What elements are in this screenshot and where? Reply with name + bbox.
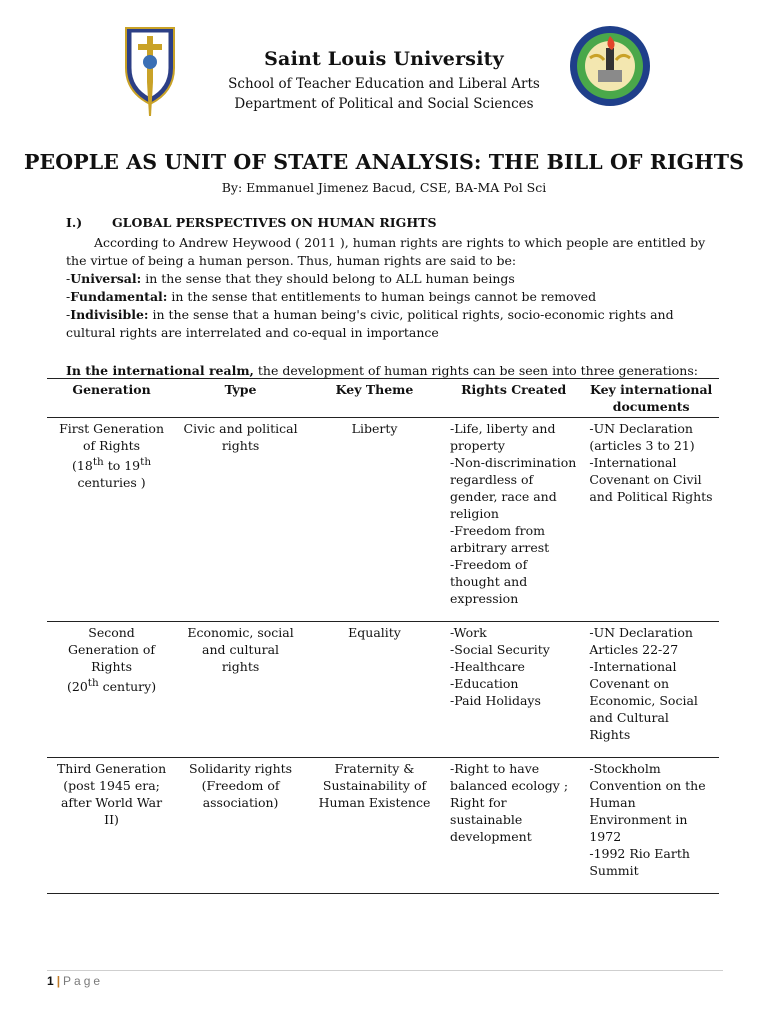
document-title: PEOPLE AS UNIT OF STATE ANALYSIS: THE BILL OF RIGHTS xyxy=(24,150,744,174)
section-heading xyxy=(66,215,436,230)
rights-item: -Life, liberty and property xyxy=(450,421,556,453)
rights-item: -Freedom of thought and expression xyxy=(450,557,528,606)
column-header-generation: Generation xyxy=(72,382,151,397)
cell-theme: Equality xyxy=(348,625,401,640)
table-row xyxy=(47,758,719,894)
generations-table xyxy=(47,378,719,894)
list-item: -Universal: in the sense that they should belong to ALL human beings xyxy=(66,271,515,286)
superscript: th xyxy=(140,456,152,468)
document-item: -1992 Rio Earth Summit xyxy=(589,846,690,878)
document-item: -International Covenant on Economic, Social and Cultural Rights xyxy=(589,659,698,742)
rights-item: -Social Security xyxy=(450,642,550,657)
school-name: School of Teacher Education and Liberal Arts xyxy=(228,76,540,92)
generation-name: Second Generation of Rights xyxy=(68,625,156,674)
document-item: -International Covenant on Civil and Political Rights xyxy=(589,455,713,504)
column-header-key-theme: Key Theme xyxy=(335,382,414,397)
column-header-rights-created: Rights Created xyxy=(461,382,567,397)
generation-name: First Generation of Rights xyxy=(59,421,164,453)
section-title: GLOBAL PERSPECTIVES ON HUMAN RIGHTS xyxy=(112,215,437,230)
definition-paragraph: According to Andrew Heywood ( 2011 ), human rights are rights to which people are entitled by the virtue of being a human person. Thus, human rights are said to be: xyxy=(66,235,706,268)
intro-rest: the development of human rights can be seen into three generations: xyxy=(253,363,698,378)
cell-type: Civic and political rights xyxy=(183,421,298,453)
list-item-term: Universal: xyxy=(70,271,142,286)
generation-period: to 19 xyxy=(103,458,141,474)
author-byline: By: Emmanuel Jimenez Bacud, CSE, BA-MA Pol Sci xyxy=(221,180,547,195)
cell-rights xyxy=(444,418,583,622)
list-item-term: Fundamental: xyxy=(70,289,168,304)
superscript: th xyxy=(92,456,104,468)
section-number: I.) xyxy=(66,215,83,230)
list-item-text: in the sense that entitlements to human beings cannot be removed xyxy=(167,289,597,304)
cell-type: Solidarity rights (Freedom of association) xyxy=(189,761,293,810)
list-item-term: Indivisible: xyxy=(70,307,149,322)
cell-type: Economic, social and cultural rights xyxy=(187,625,294,674)
page-label: Page xyxy=(63,974,104,988)
column-header-type: Type xyxy=(224,382,257,397)
intro-bold: In the international realm, xyxy=(66,363,254,378)
superscript: th xyxy=(87,677,99,689)
cell-rights xyxy=(444,622,583,758)
letterhead xyxy=(0,18,768,128)
cell-generation xyxy=(47,622,176,758)
cell-documents xyxy=(583,418,719,622)
page-footer xyxy=(47,974,103,988)
rights-item: -Work xyxy=(450,625,487,640)
generation-period: century) xyxy=(98,679,157,695)
column-header-documents: Key international documents xyxy=(590,382,713,414)
list-item-text: in the sense that they should belong to ALL human beings xyxy=(141,271,515,286)
rights-item: -Healthcare xyxy=(450,659,525,674)
cell-theme: Liberty xyxy=(351,421,398,436)
department-seal-icon xyxy=(568,24,652,108)
footer-separator: | xyxy=(56,974,61,988)
generation-period: (20 xyxy=(66,679,88,695)
table-header-row xyxy=(47,379,719,418)
page-number: 1 xyxy=(47,974,54,988)
table-row xyxy=(47,622,719,758)
list-item-text: in the sense that a human being's civic, political rights, socio-economic rights and cultural rights are interrelated and co-equal in importance xyxy=(66,307,674,340)
generation-period: centuries ) xyxy=(77,475,146,491)
list-item: -Indivisible: in the sense that a human being's civic, political rights, socio-economic rights and cultural rights are interrelated and co-equal in importance xyxy=(66,307,674,340)
document-item: -Stockholm Convention on the Human Environment in 1972 xyxy=(589,761,706,844)
generation-period: (18 xyxy=(72,458,93,474)
university-name: Saint Louis University xyxy=(264,48,504,70)
document-item: -UN Declaration Articles 22-27 xyxy=(589,625,693,657)
cell-documents xyxy=(583,622,719,758)
rights-characteristics-list xyxy=(66,270,706,342)
rights-item: -Freedom from arbitrary arrest xyxy=(450,523,550,555)
table-row xyxy=(47,418,719,622)
rights-item: -Education xyxy=(450,676,519,691)
cell-documents xyxy=(583,758,719,894)
rights-item: -Paid Holidays xyxy=(450,693,541,708)
rights-item: -Non-discrimination regardless of gender, race and religion xyxy=(450,455,577,521)
document-item: -UN Declaration (articles 3 to 21) xyxy=(589,421,695,453)
footer-rule xyxy=(47,970,723,971)
rights-item: -Right to have balanced ecology ; Right for sustainable development xyxy=(450,761,569,844)
department-name: Department of Political and Social Sciences xyxy=(234,96,534,112)
cell-rights xyxy=(444,758,583,894)
cell-generation: Third Generation (post 1945 era; after World War II) xyxy=(56,761,167,827)
list-item: -Fundamental: in the sense that entitlements to human beings cannot be removed xyxy=(66,289,597,304)
cell-theme: Fraternity & Sustainability of Human Existence xyxy=(318,761,431,810)
cell-generation xyxy=(47,418,176,622)
